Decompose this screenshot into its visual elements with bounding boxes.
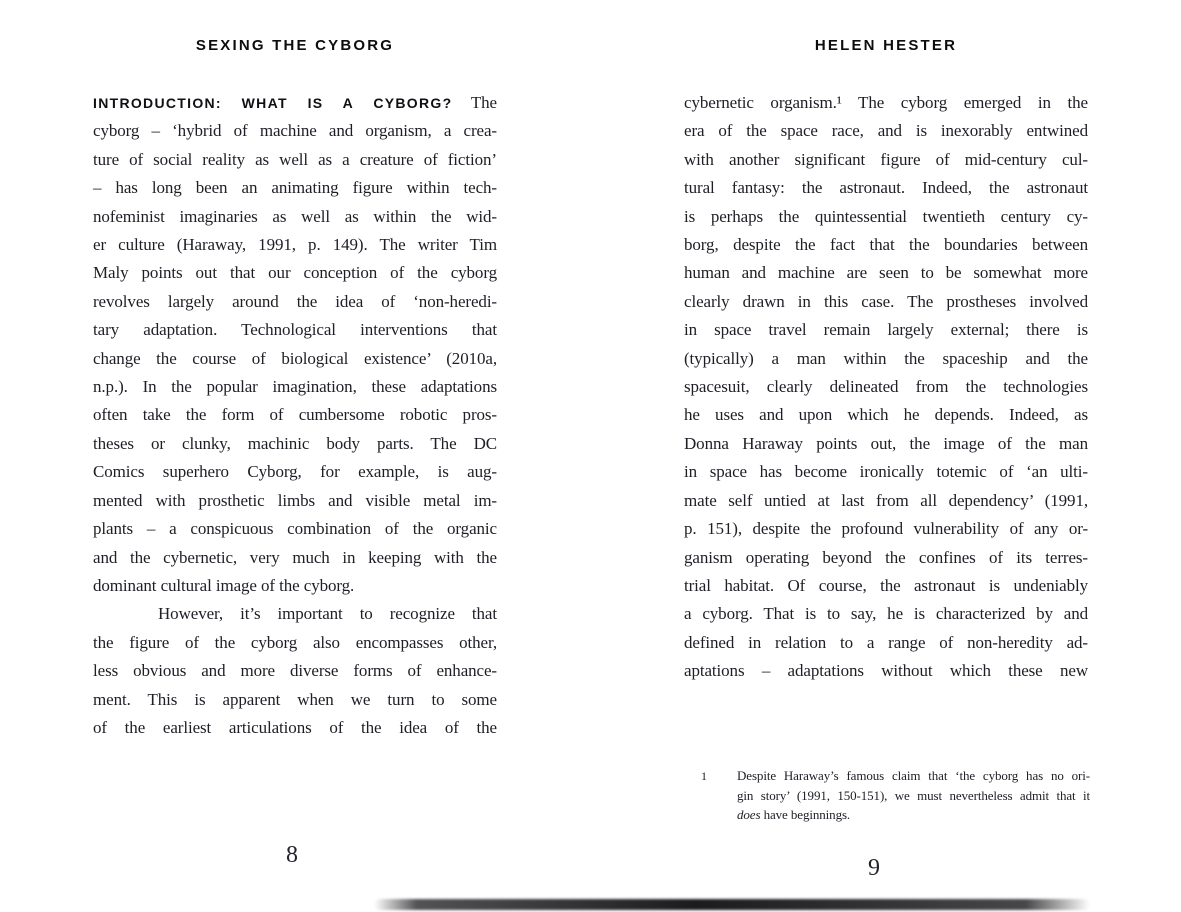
text-line: human and machine are seen to be somewhat more: [684, 263, 1088, 283]
text-line: the figure of the cyborg also encompasses other,: [93, 632, 497, 652]
page-edge-shadow: [374, 899, 1090, 910]
running-head-left: SEXING THE CYBORG: [195, 37, 395, 54]
text-line: However, it’s important to recognize that: [158, 604, 497, 624]
text-line: change the course of biological existence’ (2010a,: [93, 348, 497, 368]
paragraph-3: [684, 89, 1088, 686]
text-line: gin story’ (1991, 150-151), we must nevertheless admit that it: [737, 787, 1090, 803]
footnote-marker: 1: [701, 769, 707, 783]
text-line: and the cybernetic, very much in keeping with the: [93, 547, 497, 567]
right-page-body: [684, 89, 1088, 686]
text-line: less obvious and more diverse forms of enhance-: [93, 661, 497, 681]
text-line: he uses and upon which he depends. Indeed, as: [684, 405, 1088, 425]
page-number-left: 8: [286, 842, 298, 868]
running-head-right: HELEN HESTER: [814, 37, 958, 54]
text-line: trial habitat. Of course, the astronaut is undeniably: [684, 575, 1088, 595]
intro-heading-line: [93, 89, 497, 117]
text-line: clearly drawn in this case. The prostheses involved: [684, 291, 1088, 311]
text-line: tural fantasy: the astronaut. Indeed, the astronaut: [684, 178, 1088, 198]
text-line: ganism operating beyond the confines of its terres-: [684, 547, 1088, 567]
text-line: – has long been an animating figure within tech-: [93, 178, 497, 198]
text-line: mate self untied at last from all dependency’ (1991,: [684, 490, 1088, 510]
text-line: (typically) a man within the spaceship and the: [684, 348, 1088, 368]
footnote-italic-word: does: [737, 807, 761, 822]
text-line: defined in relation to a range of non-heredity ad-: [684, 632, 1088, 652]
text-line: a cyborg. That is to say, he is characterized by and: [684, 604, 1088, 624]
text-line: in space travel remain largely external; there is: [684, 320, 1088, 340]
text-line: nofeminist imaginaries as well as within the wid-: [93, 206, 497, 226]
footnote-last-line: [737, 805, 1090, 825]
text-line: n.p.). In the popular imagination, these adaptations: [93, 377, 497, 397]
text-line: era of the space race, and is inexorably entwined: [684, 121, 1088, 141]
text-line: spacesuit, clearly delineated from the technologies: [684, 377, 1088, 397]
text-line: is perhaps the quintessential twentieth century cy-: [684, 206, 1088, 226]
page-number-right: 9: [868, 855, 880, 881]
text-line: ment. This is apparent when we turn to some: [93, 689, 497, 709]
text-line: in space has become ironically totemic of ‘an ulti-: [684, 462, 1088, 482]
text-line: revolves largely around the idea of ‘non-heredi-: [93, 291, 497, 311]
paragraph-1: [93, 117, 497, 600]
text-line: cybernetic organism.¹ The cyborg emerged in the: [684, 93, 1088, 112]
text-line: ture of social reality as well as a creature of fiction’: [93, 149, 497, 169]
text-line: dominant cultural image of the cyborg.: [93, 575, 355, 595]
intro-line-rest: The: [452, 93, 497, 112]
left-page-body: [93, 89, 497, 742]
footnote-lines: [737, 766, 1090, 805]
text-line: Despite Haraway’s famous claim that ‘the cyborg has no ori-: [737, 768, 1090, 783]
text-line: with another significant figure of mid-century cul-: [684, 149, 1088, 169]
text-line: p. 151), despite the profound vulnerability of any or-: [684, 519, 1088, 539]
text-line: mented with prosthetic limbs and visible metal im-: [93, 490, 497, 510]
text-line: often take the form of cumbersome robotic pros-: [93, 405, 497, 425]
text-line: borg, despite the fact that the boundaries between: [684, 235, 1088, 255]
text-line: Comics superhero Cyborg, for example, is aug-: [93, 462, 497, 482]
footnote-text: [737, 766, 1090, 825]
text-line: er culture (Haraway, 1991, p. 149). The writer Tim: [93, 235, 497, 255]
text-line: cyborg – ‘hybrid of machine and organism, a crea-: [93, 121, 497, 141]
text-line: theses or clunky, machinic body parts. The DC: [93, 433, 497, 453]
text-line: plants – a conspicuous combination of the organic: [93, 519, 497, 539]
text-line: Maly points out that our conception of the cyborg: [93, 263, 497, 283]
text-line: of the earliest articulations of the idea of the: [93, 717, 497, 737]
section-heading: INTRODUCTION: WHAT IS A CYBORG?: [93, 95, 453, 111]
text-line: aptations – adaptations without which these new: [684, 661, 1088, 681]
footnote: [684, 766, 1090, 825]
text-line: Donna Haraway points out, the image of the man: [684, 433, 1088, 453]
footnote-last-line-rest: have beginnings.: [760, 807, 851, 822]
paragraph-2: [93, 600, 497, 742]
text-line: tary adaptation. Technological interventions that: [93, 320, 497, 340]
